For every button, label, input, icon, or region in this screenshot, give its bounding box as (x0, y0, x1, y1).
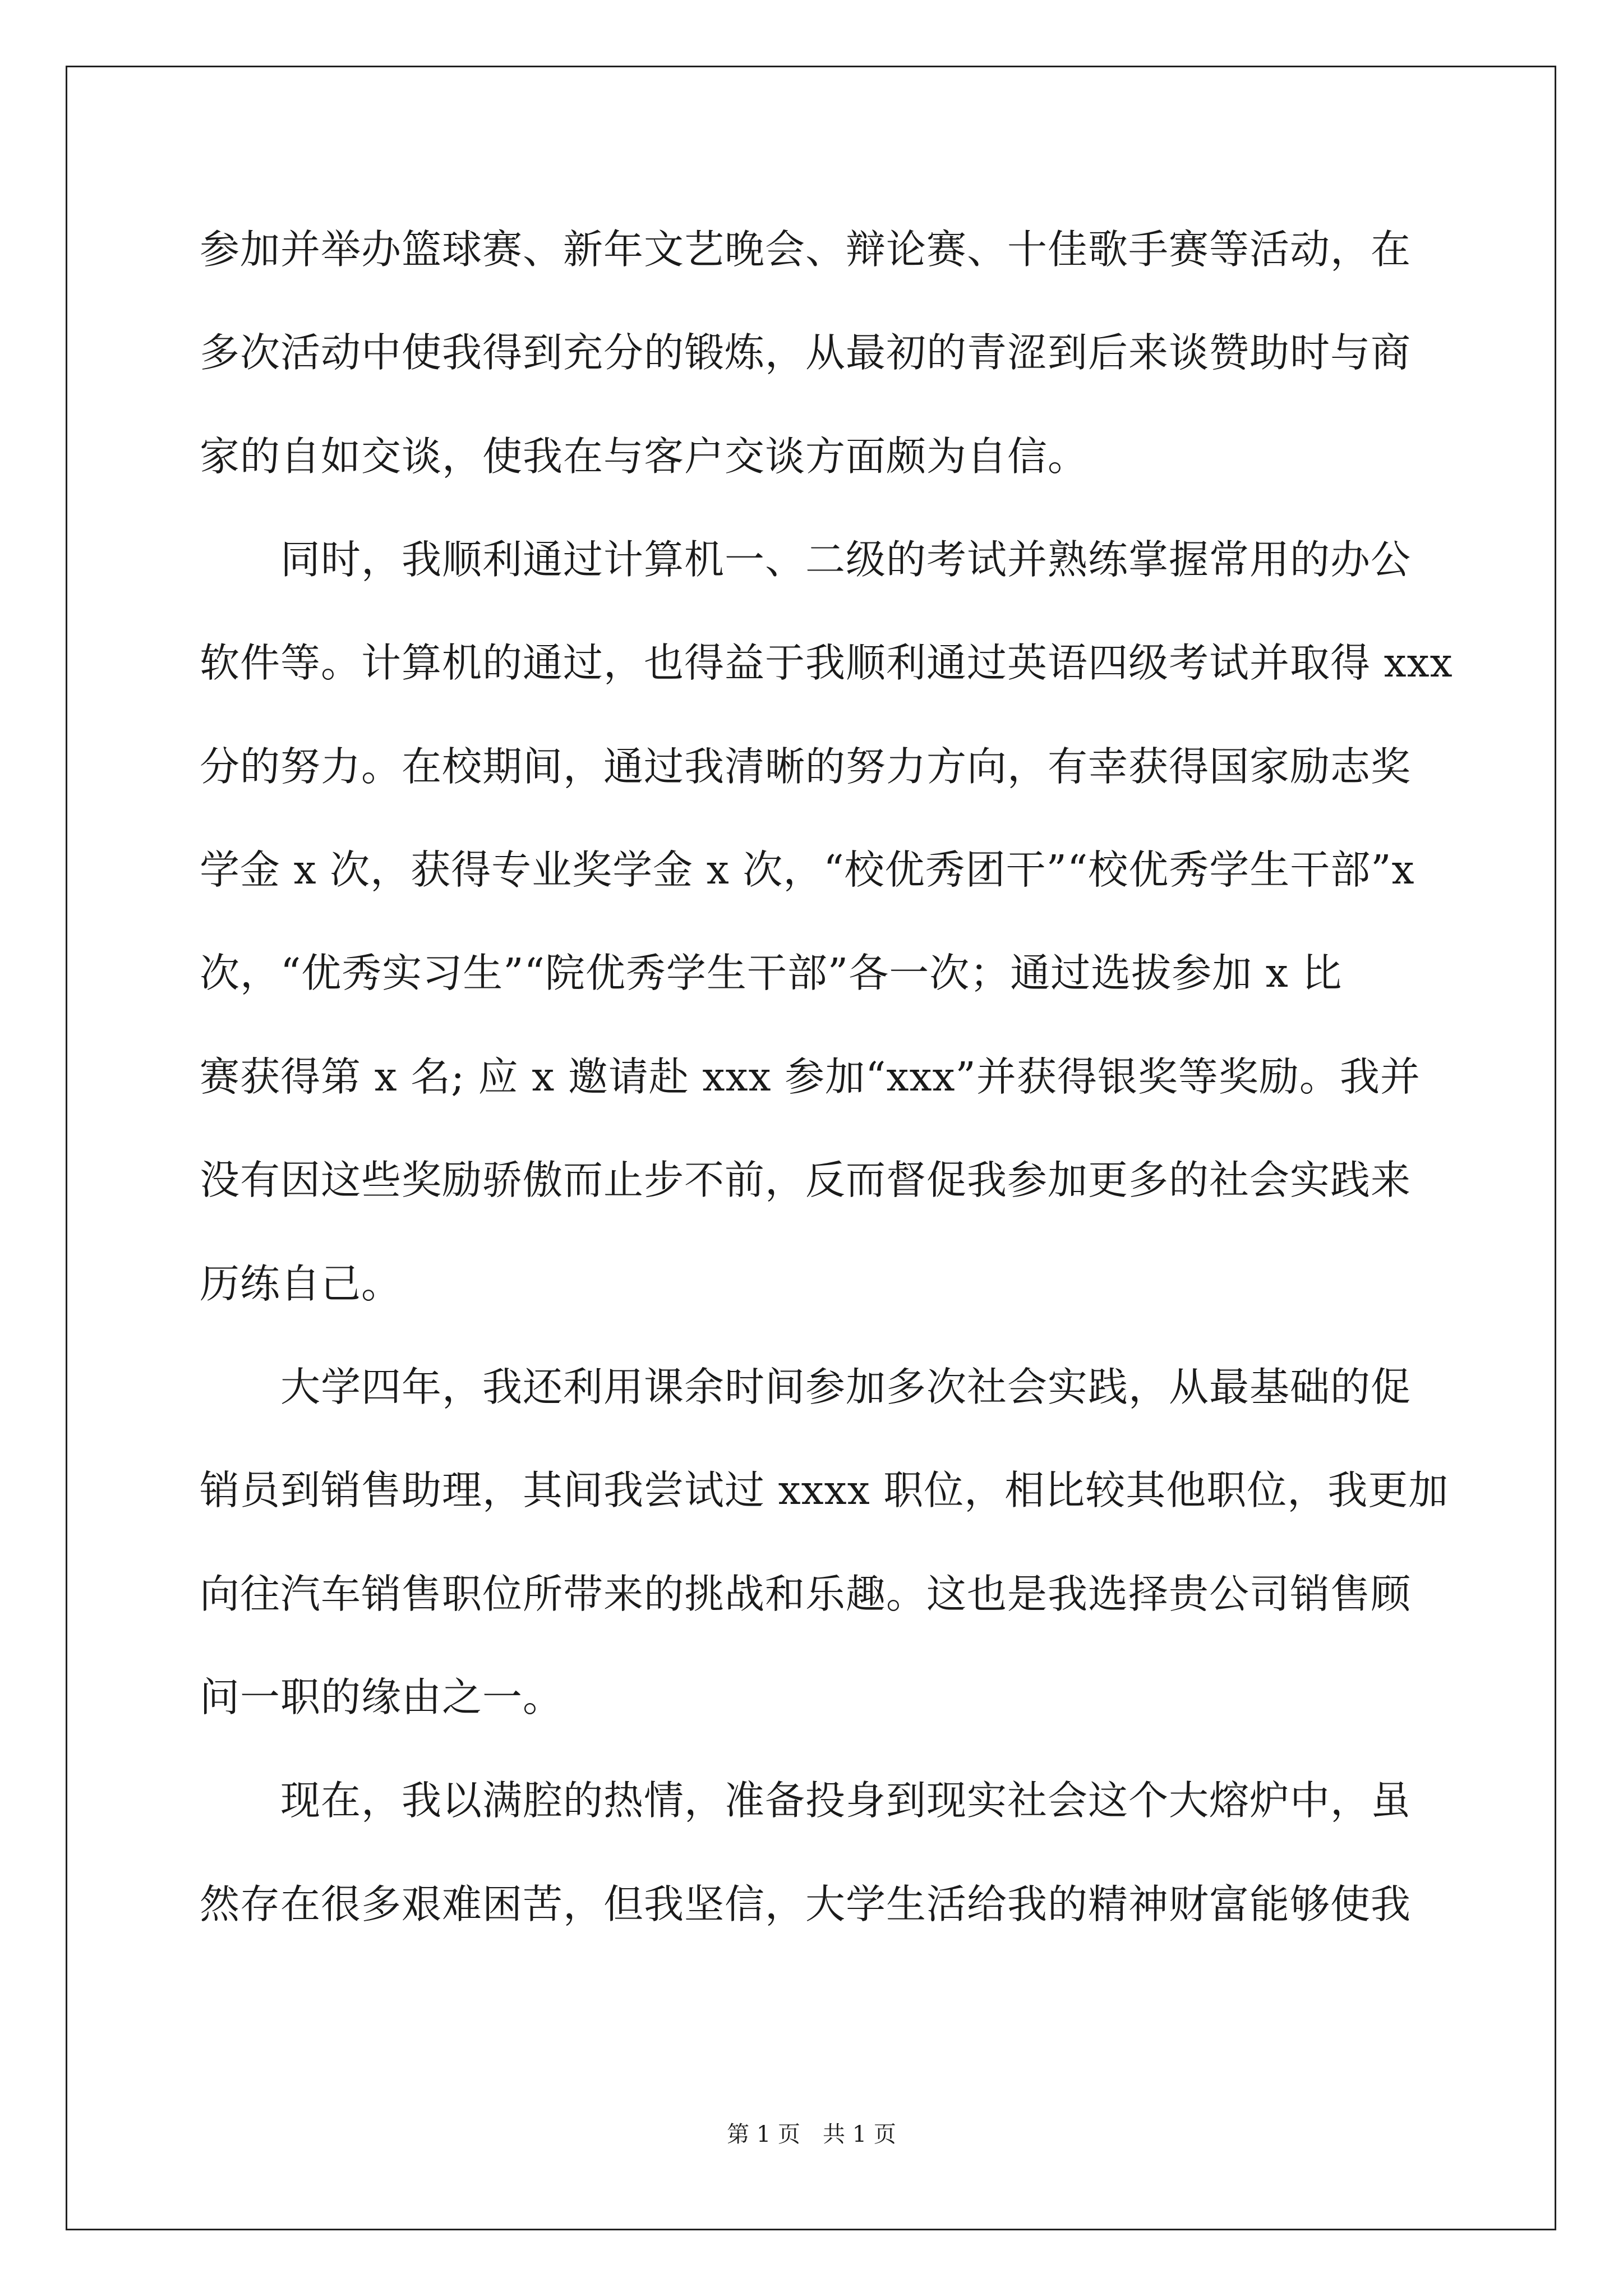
body-line: 次，“优秀实习生”“院优秀学生干部”各一次；通过选拔参加 x 比 (200, 950, 1343, 996)
body-line: 历练自己。 (200, 1260, 402, 1307)
body-line: 学金 x 次，获得专业奖学金 x 次，“校优秀团干”“校优秀学生干部”x (200, 846, 1415, 893)
body-line: 大学四年，我还利用课余时间参加多次社会实践，从最基础的促 (200, 1364, 1412, 1410)
body-line: 然存在很多艰难困苦，但我坚信，大学生活给我的精神财富能够使我 (200, 1881, 1412, 1927)
body-line: 分的努力。在校期间，通过我清晰的努力方向，有幸获得国家励志奖 (200, 743, 1412, 790)
body-line: 家的自如交谈，使我在与客户交谈方面颇为自信。 (200, 433, 1089, 480)
page-number: 第 1 页 共 1 页 (727, 2122, 896, 2147)
body-line: 向往汽车销售职位所带来的挑战和乐趣。这也是我选择贵公司销售顾 (200, 1571, 1412, 1617)
body-line: 同时，我顺利通过计算机一、二级的考试并熟练掌握常用的办公 (200, 536, 1412, 583)
body-line: 问一职的缘由之一。 (200, 1674, 564, 1720)
body-line: 多次活动中使我得到充分的锻炼，从最初的青涩到后来谈赞助时与商 (200, 329, 1412, 376)
body-line: 销员到销售助理，其间我尝试过 xxxx 职位，相比较其他职位，我更加 (200, 1467, 1449, 1513)
body-line: 现在，我以满腔的热情，准备投身到现实社会这个大熔炉中，虽 (200, 1777, 1412, 1824)
body-line: 赛获得第 x 名; 应 x 邀请赴 xxx 参加“xxx”并获得银奖等奖励。我并 (200, 1053, 1421, 1100)
body-line: 没有因这些奖励骄傲而止步不前，反而督促我参加更多的社会实践来 (200, 1157, 1412, 1203)
body-line: 软件等。计算机的通过，也得益于我顺利通过英语四级考试并取得 xxx (200, 639, 1453, 686)
body-line: 参加并举办篮球赛、新年文艺晚会、辩论赛、十佳歌手赛等活动，在 (200, 226, 1412, 273)
